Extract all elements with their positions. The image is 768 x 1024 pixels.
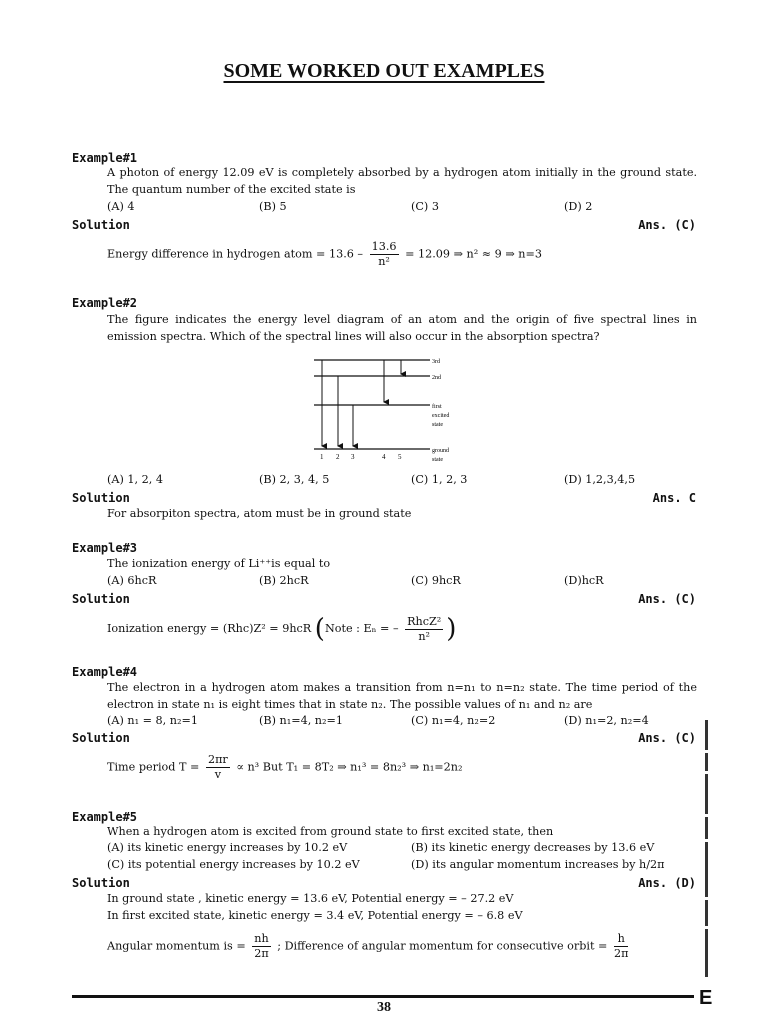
example-1-heading: Example#1 (72, 151, 138, 165)
line-number-2: 2 (336, 453, 340, 461)
example-4-solution (107, 753, 463, 782)
numerator: nh (254, 932, 269, 945)
line-number-5: 5 (398, 453, 402, 461)
example-3-solution-heading: Solution (72, 592, 130, 606)
example-4-heading: Example#4 (72, 665, 138, 679)
label-3rd: 3rd (432, 359, 440, 365)
example-2-question: The figure indicates the energy level diagram of an atom and the origin of five spectral lines in emission spectra. Which of the spectral lines will also occur in the absorption spectra? (107, 313, 697, 343)
label-2nd: 2nd (432, 375, 441, 381)
numerator: h (614, 932, 628, 947)
denominator: n² (378, 255, 390, 268)
example-4-options (107, 714, 707, 730)
option-d: (D) 2 (564, 200, 593, 213)
option-b: (B) its kinetic energy decreases by 13.6 eV (411, 841, 655, 854)
option-b: (B) n₁=4, n₂=1 (259, 714, 343, 727)
option-c: (C) 3 (411, 200, 439, 213)
example-2-options (107, 473, 707, 489)
numerator: 2πr (207, 753, 228, 766)
option-c: (C) 9hcR (411, 574, 461, 587)
option-a: (A) 1, 2, 4 (107, 473, 163, 486)
option-c: (C) its potential energy increases by 10.2 eV (107, 858, 360, 871)
line-number-1: 1 (320, 453, 324, 461)
example-3-answer: Ans. (C) (638, 592, 696, 606)
option-d: (D) its angular momentum increases by h/2π (411, 858, 665, 871)
corner-logo: E (699, 987, 713, 1009)
option-d: (D) 1,2,3,4,5 (564, 473, 636, 486)
fraction (614, 932, 628, 961)
example-5-solution-line-3 (107, 932, 631, 961)
label-state: state (432, 457, 443, 463)
option-a: (A) n₁ = 8, n₂=1 (107, 714, 198, 727)
left-brace: ( (314, 614, 325, 644)
example-3-options (107, 574, 707, 590)
numerator: 13.6 (371, 240, 397, 253)
example-5-heading: Example#5 (72, 810, 138, 824)
line-number-3: 3 (351, 453, 355, 461)
denominator: n² (418, 629, 431, 643)
example-2-solution-heading: Solution (72, 491, 130, 505)
example-4-solution-heading: Solution (72, 731, 130, 745)
option-a: (A) 6hcR (107, 574, 157, 587)
solution-text: ∝ n³ But T₁ = 8T₂ ⇒ n₁³ = 8n₂³ ⇒ n₁=2n₂ (236, 760, 463, 774)
option-b: (B) 2, 3, 4, 5 (259, 473, 330, 486)
denominator: 2π (613, 947, 629, 960)
page-number: 38 (377, 1000, 391, 1015)
example-4-question: The electron in a hydrogen atom makes a transition from n=n₁ to n=n₂ state. The time period of the electron in state n₁ is eight times that in state n₂. The possible values of n₁ and n₂ are (107, 681, 697, 711)
label-ground: ground (432, 448, 449, 454)
fraction (370, 240, 399, 269)
right-brace: ) (446, 614, 457, 644)
example-2-solution: For absorpiton spectra, atom must be in ground state (107, 507, 412, 520)
example-3-heading: Example#3 (72, 541, 138, 555)
footer-rule (72, 995, 694, 998)
option-d: (D) n₁=2, n₂=4 (564, 714, 649, 727)
option-b: (B) 5 (259, 200, 287, 213)
denominator: 2π (254, 947, 269, 960)
example-1-options (107, 200, 707, 216)
example-5-question: When a hydrogen atom is excited from ground state to first excited state, then (107, 825, 554, 838)
example-4-answer: Ans. (C) (638, 731, 696, 745)
example-1-answer: Ans. (C) (638, 218, 696, 232)
solution-text: Time period T = (107, 760, 200, 774)
example-5-options-row-1 (107, 841, 707, 857)
label-excited: excited (432, 413, 450, 419)
energy-level-diagram (312, 352, 462, 467)
solution-text: Energy difference in hydrogen atom = 13.6 – (107, 247, 364, 261)
option-d: (D)hcR (564, 574, 604, 587)
solution-text: Angular momentum is = (107, 939, 246, 953)
fraction (206, 753, 230, 782)
solution-text: Ionization energy = (Rhc)Z² = 9hcR (107, 622, 312, 635)
example-1-solution-heading: Solution (72, 218, 130, 232)
fraction (252, 932, 270, 961)
label-state: state (432, 422, 443, 428)
solution-text: ; Difference of angular momentum for consecutive orbit = (277, 939, 608, 953)
option-a: (A) 4 (107, 200, 135, 213)
example-1-question: A photon of energy 12.09 eV is completely absorbed by a hydrogen atom initially in the ground state. The quantum number of the excited state is (107, 166, 697, 196)
example-5-answer: Ans. (D) (638, 876, 696, 890)
option-b: (B) 2hcR (259, 574, 309, 587)
side-file-path-strip (701, 720, 713, 985)
example-3-question: The ionization energy of Li⁺⁺is equal to (107, 557, 331, 570)
example-3-solution (107, 614, 456, 644)
note-text: Note : Eₙ = – (324, 622, 399, 635)
example-2-answer: Ans. C (652, 491, 696, 505)
example-5-solution-heading: Solution (72, 876, 130, 890)
label-first: first (432, 404, 442, 410)
solution-text: = 12.09 ⇒ n² ≈ 9 ⇒ n=3 (405, 247, 542, 261)
page-title: SOME WORKED OUT EXAMPLES (223, 60, 545, 82)
example-5-solution-line-2: In first excited state, kinetic energy = 3.4 eV, Potential energy = – 6.8 eV (107, 909, 523, 922)
option-a: (A) its kinetic energy increases by 10.2 eV (107, 841, 348, 854)
option-c: (C) n₁=4, n₂=2 (411, 714, 496, 727)
fraction (405, 615, 443, 644)
option-c: (C) 1, 2, 3 (411, 473, 468, 486)
example-5-options-row-2 (107, 858, 707, 874)
example-5-solution-line-1: In ground state , kinetic energy = 13.6 eV, Potential energy = – 27.2 eV (107, 892, 514, 905)
line-number-4: 4 (382, 453, 386, 461)
example-2-heading: Example#2 (72, 296, 138, 310)
numerator: RhcZ² (407, 614, 442, 628)
example-1-solution (107, 240, 542, 269)
denominator: v (214, 768, 222, 781)
